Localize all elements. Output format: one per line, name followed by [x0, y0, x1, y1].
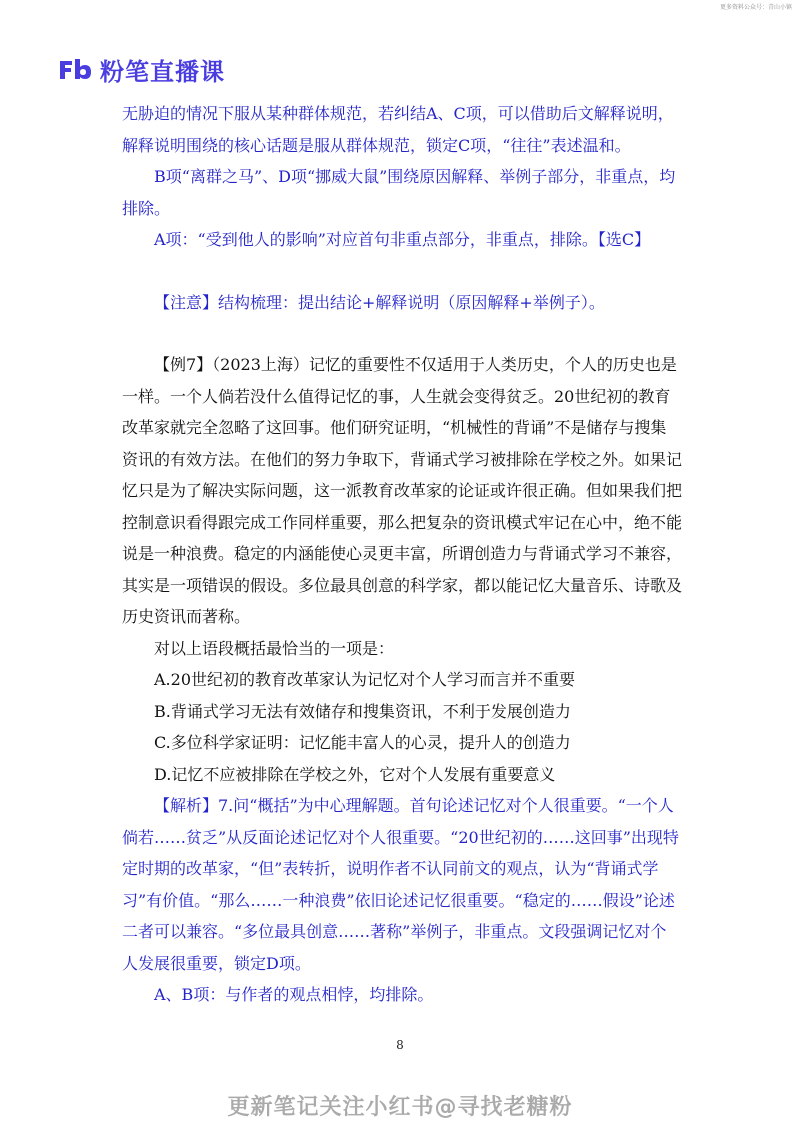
paragraph: A、B项：与作者的观点相悖，均排除。: [154, 985, 434, 1004]
footer-watermark: 更新笔记关注小红书@寻找老糖粉: [227, 1095, 573, 1120]
paragraph: 【注意】结构梳理：提出结论+解释说明（原因解释+举例子）。: [154, 292, 605, 312]
paragraph-gap: [122, 318, 682, 349]
corner-note: 更多资料公众号：青山小镇: [719, 4, 792, 11]
paragraph: A项：“受到他人的影响”对应首句非重点部分，非重点，排除。【选C】: [154, 230, 651, 249]
fb-logo-icon: [58, 57, 94, 83]
paragraph: B项“离群之马”、D项“挪威大鼠”围绕原因解释、举例子部分，非重点，均排除。: [122, 167, 676, 218]
paragraph: C.多位科学家证明：记忆能丰富人的心灵，提升人的创造力: [154, 733, 571, 752]
paragraph: B.背诵式学习无法有效储存和搜集资讯，不利于发展创造力: [154, 701, 571, 721]
document-body: [122, 98, 682, 1011]
paragraph: 【例7】（2023上海）记忆的重要性不仅适用于人类历史，个人的历史也是一样。一个人倘若没什么值得记忆的事，人生就会变得贫乏。20世纪初的教育改革家就完全忽略了这回事。他们研究证明，“机械性的背诵”不是储存与搜集资讯的有效方法。在他们的努力争取下，背诵式学习被排除在学校之外。如果记忆只是为了解决实际问题，这一派教育改革家的论证或许很正确。但如果我们把控制意识看得跟完成工作同样重要，那么把复杂的资讯模式牢记在心中，绝不能说是一种浪费。稳定的内涵能使心灵更丰富，所谓创造力与背诵式学习不兼容，其实是一项错误的假设。多位最具创意的科学家，都以能记忆大量音乐、诗歌及历史资讯而著称。: [122, 355, 683, 626]
brand-logo: [58, 52, 225, 87]
paragraph: 【解析】7.问“概括”为中心理解题。首句论述记忆对个人很重要。“一个人倘若……贫乏”从反面论述记忆对个人很重要。“20世纪初的……这回事”出现特定时期的改革家，“但”表转折，说明作者不认同前文的观点，认为“背诵式学习”有价值。“那么……一种浪费”依旧论述记忆很重要。“稳定的……假设”论述二者可以兼容。“多位最具创意……著称”举例子，非重点。文段强调记忆对个人发展很重要，锁定D项。: [122, 796, 679, 973]
paragraph: D.记忆不应被排除在学校之外，它对个人发展有重要意义: [154, 764, 556, 784]
logo-text: 粉笔直播课: [100, 58, 225, 86]
paragraph: A.20世纪初的教育改革家认为记忆对个人学习而言并不重要: [154, 670, 576, 689]
paragraph: 对以上语段概括最恰当的一项是：: [154, 638, 395, 658]
page-number: 8: [396, 1038, 404, 1052]
paragraph-gap: [122, 256, 682, 287]
paragraph: 无胁迫的情况下服从某种群体规范，若纠结A、C项，可以借助后文解释说明，解释说明围绕的核心话题是服从群体规范，锁定C项，“往往”表述温和。: [122, 104, 674, 155]
